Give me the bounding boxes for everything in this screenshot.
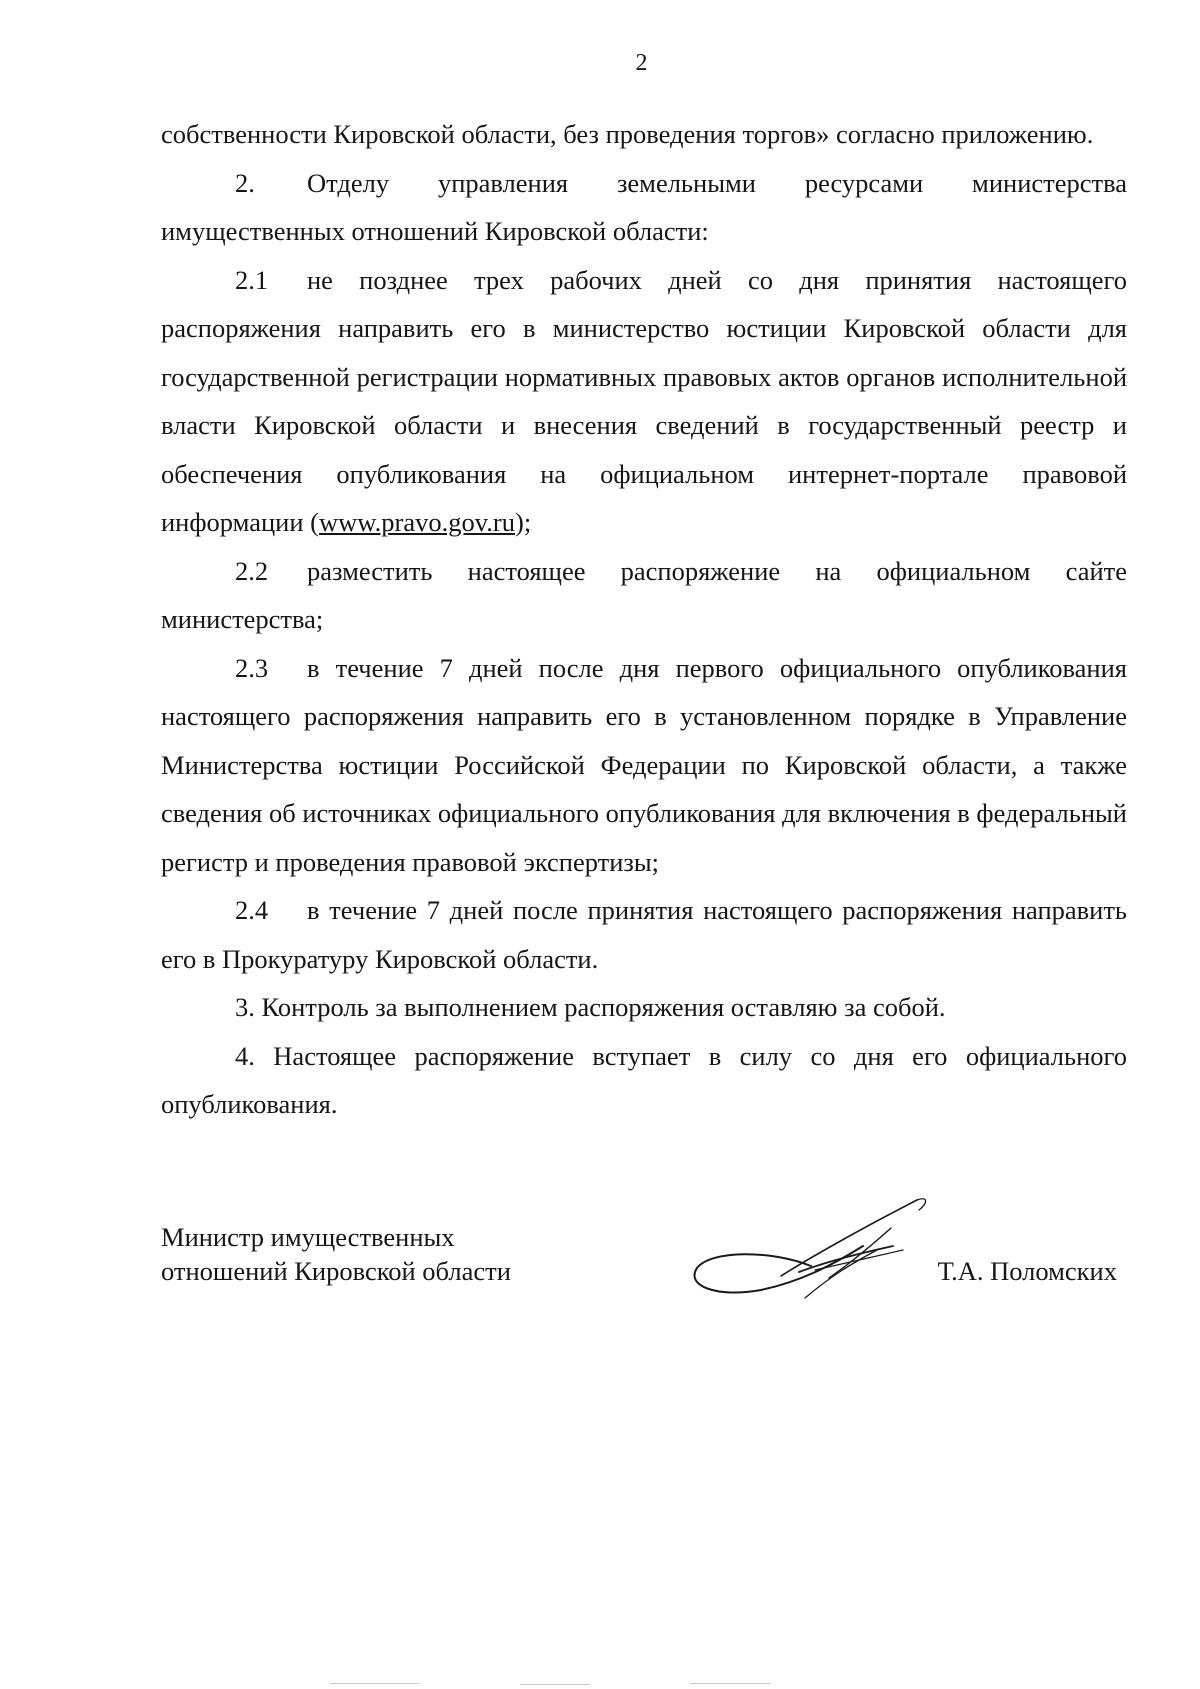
paragraph-continuation bbox=[161, 110, 1127, 159]
paragraph-number: 2.3 bbox=[235, 652, 269, 683]
paragraph-4 bbox=[161, 1032, 1127, 1129]
page-number: 2 bbox=[635, 50, 648, 76]
pravo-link[interactable]: www.pravo.gov.ru bbox=[318, 507, 515, 537]
paragraph-text: в течение 7 дней после дня первого официального опубликования настоящего распоряжения направить его в установленном порядке в Управление Министерства юстиции Российской Федерации по Кировской области, а также сведения об источниках официального опубликования для включения в федеральный регистр и проведения правовой экспертизы; bbox=[161, 652, 1127, 877]
scan-artifact bbox=[330, 1683, 420, 1684]
paragraph-2-3 bbox=[161, 644, 1127, 887]
paragraph-text: 3. Контроль за выполнением распоряжения оставляю за собой. bbox=[235, 992, 946, 1022]
paragraph-3 bbox=[161, 983, 1127, 1032]
scan-artifact bbox=[520, 1684, 590, 1685]
paragraph-text: собственности Кировской области, без проведения торгов» согласно приложению. bbox=[161, 119, 1094, 149]
paragraph-number: 2.4 bbox=[235, 895, 269, 925]
signer-title bbox=[161, 1220, 601, 1288]
paragraph-text: Отделу управления земельными ресурсами министерства имущественных отношений Кировской области: bbox=[161, 167, 1127, 246]
scan-artifact bbox=[690, 1683, 770, 1684]
signer-title-line-2: отношений Кировской области bbox=[161, 1256, 511, 1286]
paragraph-2-1 bbox=[161, 256, 1127, 547]
signer-title-line-1: Министр имущественных bbox=[161, 1222, 455, 1252]
paragraph-text-end: ); bbox=[515, 507, 532, 537]
signer-name: Т.А. Поломских bbox=[937, 1256, 1117, 1286]
paragraph-number: 2. bbox=[235, 167, 255, 198]
paragraph-text: не позднее трех рабочих дней со дня принятия настоящего распоряжения направить его в министерство юстиции Кировской области для государственной регистрации нормативных правовых актов органов исполнительной власти Кировской области и внесения сведений в государственный реестр и обеспечения опубликования на официальном интернет-портале правовой информации ( bbox=[161, 264, 1127, 537]
paragraph-2 bbox=[161, 159, 1127, 256]
paragraph-2-2 bbox=[161, 547, 1127, 644]
paragraph-number: 2.2 bbox=[235, 555, 269, 586]
paragraph-number: 2.1 bbox=[235, 264, 269, 295]
paragraph-text: разместить настоящее распоряжение на официальном сайте министерства; bbox=[161, 555, 1127, 634]
handwritten-signature bbox=[681, 1194, 941, 1304]
paragraph-text: в течение 7 дней после принятия настоящего распоряжения направить его в Прокуратуру Кировской области. bbox=[161, 895, 1127, 974]
signature-block bbox=[161, 1220, 1127, 1340]
paragraph-text: 4. Настоящее распоряжение вступает в силу со дня его официального опубликования. bbox=[161, 1040, 1127, 1119]
document-body bbox=[161, 110, 1127, 1129]
paragraph-2-4 bbox=[161, 886, 1127, 983]
